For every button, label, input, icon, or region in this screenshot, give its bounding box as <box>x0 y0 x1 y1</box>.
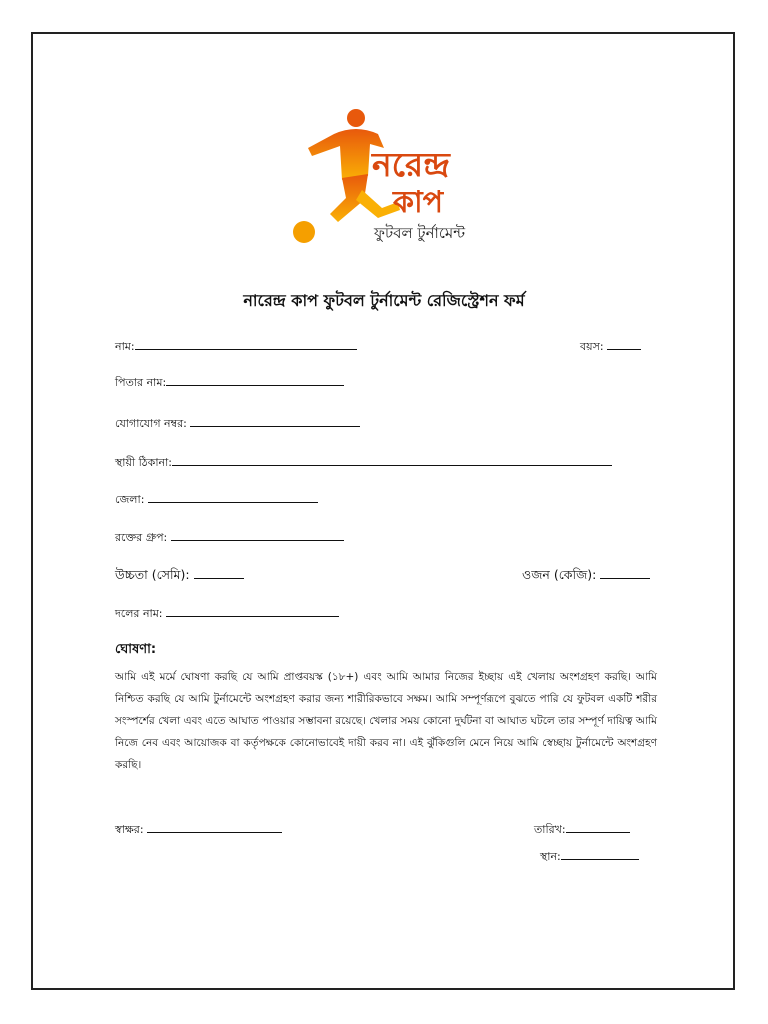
district-field[interactable] <box>115 492 318 505</box>
date-blank[interactable] <box>566 822 630 833</box>
place-label: স্থান: <box>540 850 561 863</box>
date-label: তারিখ: <box>534 823 566 836</box>
signature-label: স্বাক্ষর: <box>115 823 144 836</box>
logo-title: নরেন্দ্র <box>372 145 450 184</box>
phone-field[interactable] <box>115 416 360 429</box>
height-blank[interactable] <box>194 568 244 579</box>
age-blank[interactable] <box>607 339 641 350</box>
weight-blank[interactable] <box>600 568 650 579</box>
name-blank[interactable] <box>135 339 357 350</box>
declaration-text: আমি এই মর্মে ঘোষণা করছি যে আমি প্রাপ্তবয়স্ক (১৮+) এবং আমি আমার নিজের ইচ্ছায় এই খেলায় অংশগ্রহণ করছি। আমি নিশ্চিত করছি যে আমি টুর্নামেন্টে অংশগ্রহণ করার জন্য শারীরিকভাবে সক্ষম। আমি সম্পূর্ণরূপে বুঝতে পারি যে ফুটবল একটি শরীর সংস্পর্শের খেলা এবং এতে আঘাত পাওয়ার সম্ভাবনা রয়েছে। খেলার সময় কোনো দুর্ঘটনা বা আঘাত ঘটলে তার সম্পূর্ণ দায়িত্ব আমি নিজে নেব এবং আয়োজক বা কর্তৃপক্ষকে কোনোভাবেই দায়ী করব না। এই ঝুঁকিগুলি মেনে নিয়ে আমি স্বেচ্ছায় টুর্নামেন্টে অংশগ্রহণ করছি। <box>115 671 657 771</box>
logo-tagline: ফুটবল টুর্নামেন্ট <box>374 224 466 242</box>
signature-field[interactable] <box>115 822 282 835</box>
form-title: নারেন্দ্র কাপ ফুটবল টুর্নামেন্ট রেজিস্ট্রেশন ফর্ম <box>243 291 525 310</box>
place-blank[interactable] <box>561 849 639 860</box>
weight-label: ওজন (কেজি): <box>522 567 597 582</box>
logo-subtitle: কাপ <box>393 185 444 220</box>
height-field[interactable] <box>115 568 244 582</box>
date-field[interactable] <box>534 822 630 835</box>
address-field[interactable] <box>115 455 612 468</box>
age-field[interactable] <box>580 339 641 352</box>
blood-group-field[interactable] <box>115 530 344 543</box>
name-field[interactable] <box>115 339 357 352</box>
phone-blank[interactable] <box>190 416 360 427</box>
blood-group-blank[interactable] <box>171 530 344 541</box>
father-name-blank[interactable] <box>166 375 344 386</box>
district-blank[interactable] <box>148 492 318 503</box>
height-label: উচ্চতা (সেমি): <box>115 567 190 582</box>
team-name-field[interactable] <box>115 606 339 619</box>
declaration-heading: ঘোষণা: <box>115 642 157 657</box>
age-label: বয়স: <box>580 340 604 353</box>
place-field[interactable] <box>540 849 639 862</box>
team-name-label: দলের নাম: <box>115 607 163 620</box>
address-label: স্থায়ী ঠিকানা: <box>115 456 172 469</box>
blood-group-label: রক্তের গ্রুপ: <box>115 531 168 544</box>
name-label: নাম: <box>115 340 135 353</box>
signature-blank[interactable] <box>147 822 282 833</box>
address-blank[interactable] <box>172 455 612 466</box>
father-name-label: পিতার নাম: <box>115 376 167 389</box>
weight-field[interactable] <box>522 568 650 582</box>
father-name-field[interactable] <box>115 375 344 388</box>
phone-label: যোগাযোগ নম্বর: <box>115 417 187 430</box>
district-label: জেলা: <box>115 493 145 506</box>
team-name-blank[interactable] <box>166 606 339 617</box>
